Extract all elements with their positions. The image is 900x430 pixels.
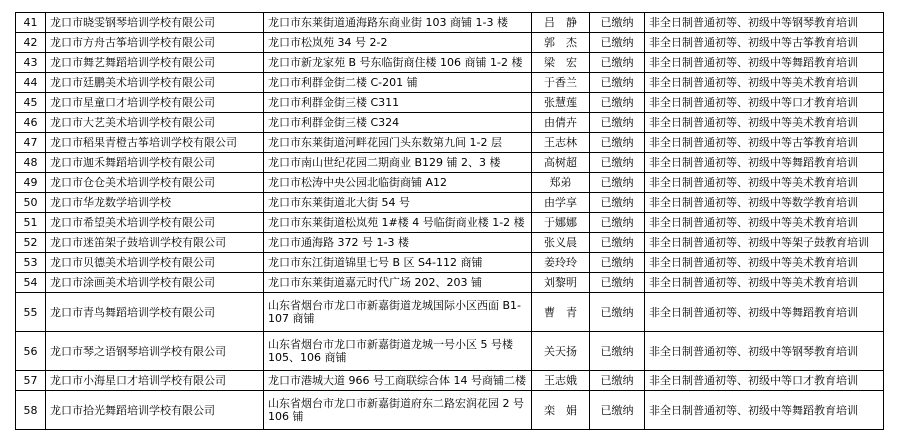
row-number: 43 (16, 53, 46, 73)
legal-representative: 姜玲玲 (532, 253, 590, 273)
legal-representative: 吕 静 (532, 13, 590, 33)
school-address: 龙口市东莱街道嘉元时代广场 202、203 铺 (264, 273, 532, 293)
legal-representative: 高树超 (532, 153, 590, 173)
school-name: 龙口市仓仓美术培训学校有限公司 (46, 173, 264, 193)
school-name: 龙口市希望美术培训学校有限公司 (46, 213, 264, 233)
table-row (16, 153, 884, 173)
school-address: 龙口市新龙家苑 B 号东临街商住楼 106 商铺 1-2 楼 (264, 53, 532, 73)
business-scope: 非全日制普通初等、初级中等舞蹈教育培训 (645, 53, 884, 73)
school-name: 龙口市大艺美术培训学校有限公司 (46, 113, 264, 133)
table-row (16, 273, 884, 293)
business-scope: 非全日制普通初等、初级中等美术教育培训 (645, 273, 884, 293)
table-row (16, 53, 884, 73)
payment-status: 已缴纳 (590, 173, 645, 193)
table-row (16, 213, 884, 233)
table-row (16, 332, 884, 371)
row-number: 56 (16, 332, 46, 371)
school-address: 龙口市利群金街二楼 C-201 铺 (264, 73, 532, 93)
row-number: 49 (16, 173, 46, 193)
row-number: 52 (16, 233, 46, 253)
school-name: 龙口市小海星口才培训学校有限公司 (46, 371, 264, 391)
payment-status: 已缴纳 (590, 73, 645, 93)
table-body (16, 13, 884, 430)
row-number: 58 (16, 391, 46, 430)
table-row (16, 93, 884, 113)
row-number: 44 (16, 73, 46, 93)
row-number: 54 (16, 273, 46, 293)
row-number: 57 (16, 371, 46, 391)
payment-status: 已缴纳 (590, 332, 645, 371)
legal-representative: 于娜娜 (532, 213, 590, 233)
business-scope: 非全日制普通初等、初级中等美术教育培训 (645, 173, 884, 193)
row-number: 48 (16, 153, 46, 173)
business-scope: 非全日制普通初等、初级中等美术教育培训 (645, 213, 884, 233)
payment-status: 已缴纳 (590, 213, 645, 233)
payment-status: 已缴纳 (590, 293, 645, 332)
school-address: 龙口市利群金街三楼 C311 (264, 93, 532, 113)
legal-representative: 于香兰 (532, 73, 590, 93)
school-registry-table (15, 12, 884, 430)
legal-representative: 张慧莲 (532, 93, 590, 113)
legal-representative: 曹 青 (532, 293, 590, 332)
school-name: 龙口市琴之语钢琴培训学校有限公司 (46, 332, 264, 371)
school-name: 龙口市星童口才培训学校有限公司 (46, 93, 264, 113)
row-number: 45 (16, 93, 46, 113)
business-scope: 非全日制普通初等、初级中等口才教育培训 (645, 371, 884, 391)
school-name: 龙口市廷鹏美术培训学校有限公司 (46, 73, 264, 93)
legal-representative: 王志娥 (532, 371, 590, 391)
school-address: 龙口市东江街道锦里七号 B 区 S4-112 商铺 (264, 253, 532, 273)
business-scope: 非全日制普通初等、初级中等钢琴教育培训 (645, 332, 884, 371)
payment-status: 已缴纳 (590, 273, 645, 293)
legal-representative: 关天扬 (532, 332, 590, 371)
payment-status: 已缴纳 (590, 391, 645, 430)
row-number: 55 (16, 293, 46, 332)
school-address: 龙口市东莱街道河畔花园门头东数第九间 1-2 层 (264, 133, 532, 153)
business-scope: 非全日制普通初等、初级中等美术教育培训 (645, 73, 884, 93)
school-name: 龙口市拾光舞蹈培训学校有限公司 (46, 391, 264, 430)
payment-status: 已缴纳 (590, 33, 645, 53)
payment-status: 已缴纳 (590, 133, 645, 153)
school-name: 龙口市华龙数学培训学校 (46, 193, 264, 213)
legal-representative: 张义晨 (532, 233, 590, 253)
school-name: 龙口市迦禾舞蹈培训学校有限公司 (46, 153, 264, 173)
row-number: 42 (16, 33, 46, 53)
school-address: 龙口市松涛中央公园北临街商铺 A12 (264, 173, 532, 193)
business-scope: 非全日制普通初等、初级中等舞蹈教育培训 (645, 293, 884, 332)
business-scope: 非全日制普通初等、初级中等钢琴教育培训 (645, 13, 884, 33)
school-address: 山东省烟台市龙口市新嘉街道龙城国际小区西面 B1-107 商铺 (264, 293, 532, 332)
table-row (16, 193, 884, 213)
school-name: 龙口市涂画美术培训学校有限公司 (46, 273, 264, 293)
school-address: 龙口市利群金街三楼 C324 (264, 113, 532, 133)
school-registry-table-wrapper (15, 12, 884, 430)
row-number: 41 (16, 13, 46, 33)
payment-status: 已缴纳 (590, 193, 645, 213)
school-address: 龙口市通海路 372 号 1-3 楼 (264, 233, 532, 253)
table-row (16, 33, 884, 53)
legal-representative: 梁 宏 (532, 53, 590, 73)
business-scope: 非全日制普通初等、初级中等美术教育培训 (645, 253, 884, 273)
business-scope: 非全日制普通初等、初级中等数学教育培训 (645, 193, 884, 213)
school-name: 龙口市稻果青橙古筝培训学校有限公司 (46, 133, 264, 153)
business-scope: 非全日制普通初等、初级中等古筝教育培训 (645, 133, 884, 153)
school-address: 龙口市港城大道 966 号工商联综合体 14 号商铺二楼 (264, 371, 532, 391)
row-number: 51 (16, 213, 46, 233)
school-name: 龙口市青鸟舞蹈培训学校有限公司 (46, 293, 264, 332)
legal-representative: 刘黎明 (532, 273, 590, 293)
legal-representative: 郭 杰 (532, 33, 590, 53)
legal-representative: 由倩卉 (532, 113, 590, 133)
school-address: 山东省烟台市龙口市新嘉街道府东二路宏润花园 2 号 106 铺 (264, 391, 532, 430)
row-number: 53 (16, 253, 46, 273)
school-name: 龙口市晓雯钢琴培训学校有限公司 (46, 13, 264, 33)
table-row (16, 233, 884, 253)
legal-representative: 由学享 (532, 193, 590, 213)
school-address: 龙口市南山世纪花园二期商业 B129 铺 2、3 楼 (264, 153, 532, 173)
table-row (16, 13, 884, 33)
table-row (16, 113, 884, 133)
table-row (16, 253, 884, 273)
legal-representative: 栾 娟 (532, 391, 590, 430)
business-scope: 非全日制普通初等、初级中等美术教育培训 (645, 113, 884, 133)
legal-representative: 郑弟 (532, 173, 590, 193)
business-scope: 非全日制普通初等、初级中等口才教育培训 (645, 93, 884, 113)
business-scope: 非全日制普通初等、初级中等舞蹈教育培训 (645, 153, 884, 173)
row-number: 46 (16, 113, 46, 133)
payment-status: 已缴纳 (590, 371, 645, 391)
business-scope: 非全日制普通初等、初级中等古筝教育培训 (645, 33, 884, 53)
school-address: 龙口市东莱街道北大街 54 号 (264, 193, 532, 213)
business-scope: 非全日制普通初等、初级中等架子鼓教育培训 (645, 233, 884, 253)
school-address: 龙口市松岚苑 34 号 2-2 (264, 33, 532, 53)
payment-status: 已缴纳 (590, 13, 645, 33)
school-address: 龙口市东莱街道通海路东商业街 103 商铺 1-3 楼 (264, 13, 532, 33)
payment-status: 已缴纳 (590, 253, 645, 273)
table-row (16, 173, 884, 193)
table-row (16, 73, 884, 93)
school-name: 龙口市舞艺舞蹈培训学校有限公司 (46, 53, 264, 73)
payment-status: 已缴纳 (590, 113, 645, 133)
school-name: 龙口市方舟古筝培训学校有限公司 (46, 33, 264, 53)
school-name: 龙口市迷笛架子鼓培训学校有限公司 (46, 233, 264, 253)
school-name: 龙口市贝德美术培训学校有限公司 (46, 253, 264, 273)
school-address: 龙口市东莱街道松岚苑 1#楼 4 号临街商业楼 1-2 楼 (264, 213, 532, 233)
school-address: 山东省烟台市龙口市新嘉街道龙城一号小区 5 号楼 105、106 商铺 (264, 332, 532, 371)
table-row (16, 371, 884, 391)
payment-status: 已缴纳 (590, 93, 645, 113)
payment-status: 已缴纳 (590, 233, 645, 253)
business-scope: 非全日制普通初等、初级中等舞蹈教育培训 (645, 391, 884, 430)
legal-representative: 王志林 (532, 133, 590, 153)
row-number: 47 (16, 133, 46, 153)
table-row (16, 293, 884, 332)
table-row (16, 133, 884, 153)
payment-status: 已缴纳 (590, 153, 645, 173)
payment-status: 已缴纳 (590, 53, 645, 73)
row-number: 50 (16, 193, 46, 213)
